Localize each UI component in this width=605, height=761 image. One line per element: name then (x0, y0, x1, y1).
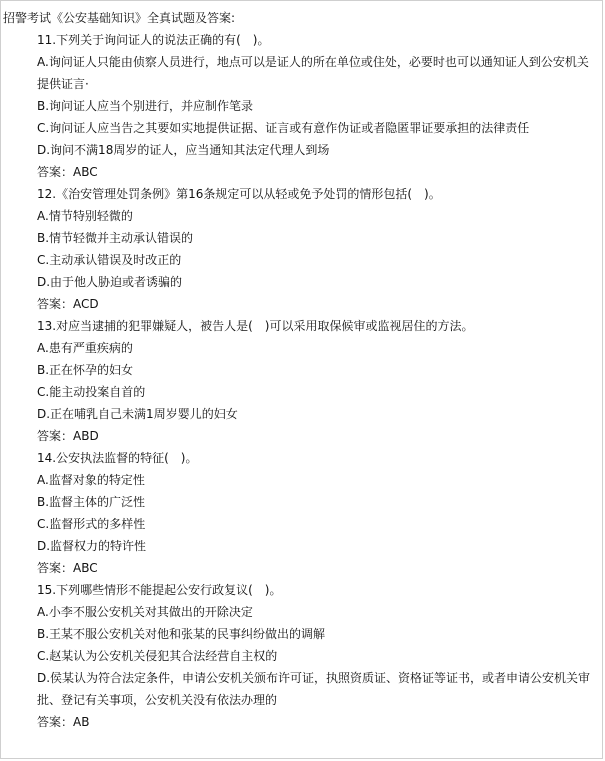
question-11-option-b: B.询问证人应当个别进行，并应制作笔录 (37, 99, 254, 113)
question-13-option-c: C.能主动投案自首的 (37, 385, 146, 399)
question-15-option-c: C.赵某认为公安机关侵犯其合法经营自主权的 (37, 649, 278, 663)
question-14-option-d: D.监督权力的特许性 (37, 539, 147, 553)
question-13-answer: 答案：ABD (37, 429, 99, 443)
question-14-option-a: A.监督对象的特定性 (37, 473, 145, 487)
question-11-stem: 11.下列关于询问证人的说法正确的有( )。 (37, 33, 270, 47)
question-13-stem: 13.对应当逮捕的犯罪嫌疑人，被告人是( )可以采用取保候审或监视居住的方法。 (37, 319, 474, 333)
question-11-option-c-text: C.询问证人应当告之其要如实地提供证据、证言或有意作伪证或者隐匿罪证要承担的法律责任 (37, 121, 530, 135)
question-12-option-b: B.情节轻微并主动承认错误的 (37, 231, 194, 245)
question-12-option-a: A.情节特别轻微的 (37, 209, 133, 223)
question-11-option-a-text: A.询问证人只能由侦察人员进行，地点可以是证人的所在单位或住处，必要时也可以通知证人到公安机关提供证言· (37, 55, 589, 91)
document-title: 招警考试《公安基础知识》全真试题及答案: (3, 11, 236, 25)
question-12-stem: 12.《治安管理处罚条例》第16条规定可以从轻或免予处罚的情形包括( )。 (37, 187, 441, 201)
question-12-option-d: D.由于他人胁迫或者诱骗的 (37, 275, 183, 289)
question-11-option-d: D.询问不满18周岁的证人，应当通知其法定代理人到场 (37, 143, 330, 157)
question-11-option-c (3, 117, 598, 139)
question-13-option-a: A.患有严重疾病的 (37, 341, 133, 355)
question-15-option-a: A.小李不服公安机关对其做出的开除决定 (37, 605, 253, 619)
question-14-stem: 14.公安执法监督的特征( )。 (37, 451, 198, 465)
question-14-answer: 答案：ABC (37, 561, 98, 575)
question-14-option-b: B.监督主体的广泛性 (37, 495, 146, 509)
question-11-answer: 答案：ABC (37, 165, 98, 179)
question-15-stem: 15.下列哪些情形不能提起公安行政复议( )。 (37, 583, 282, 597)
question-15-option-d-text: D.侯某认为符合法定条件，申请公安机关颁布许可证，执照资质证、资格证等证书，或者申请公安机关审批、登记有关事项，公安机关没有依法办理的 (37, 671, 591, 707)
question-15-option-d (3, 667, 598, 711)
question-15-answer: 答案：AB (37, 715, 90, 729)
question-12-answer: 答案：ACD (37, 297, 99, 311)
question-13-option-b: B.正在怀孕的妇女 (37, 363, 134, 377)
question-15-option-b: B.王某不服公安机关对他和张某的民事纠纷做出的调解 (37, 627, 326, 641)
question-13-option-d: D.正在哺乳自己未满1周岁婴儿的妇女 (37, 407, 238, 421)
question-11-option-a (3, 51, 598, 95)
question-12-option-c: C.主动承认错误及时改正的 (37, 253, 182, 267)
question-14-option-c: C.监督形式的多样性 (37, 517, 146, 531)
